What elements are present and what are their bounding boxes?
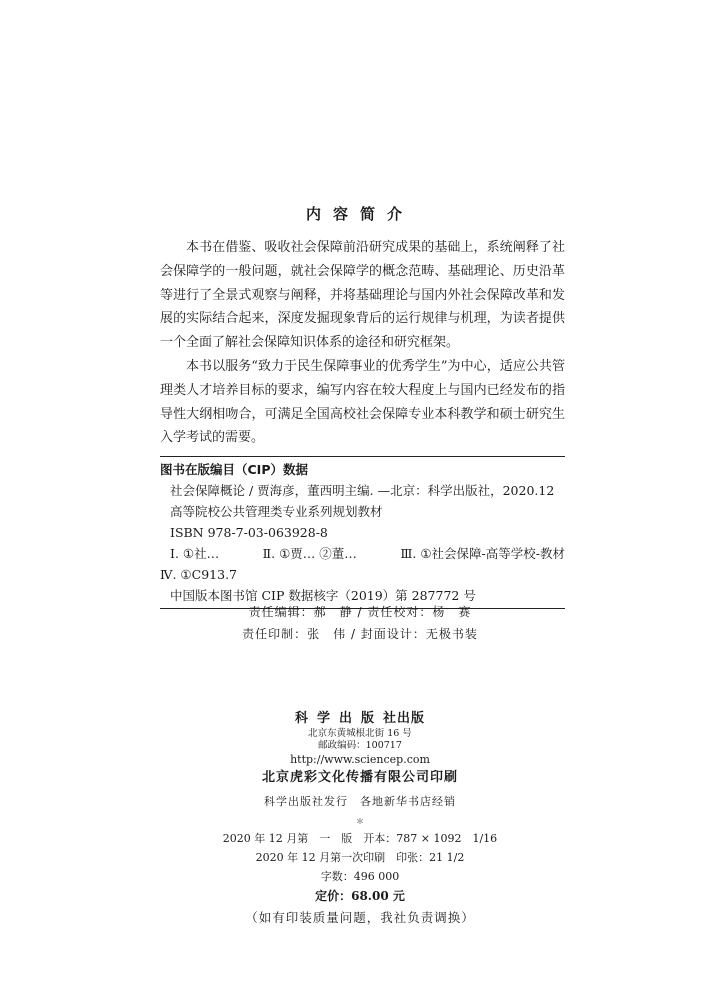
cip-series-line: 高等院校公共管理类专业系列规划教材 — [170, 504, 383, 519]
credits — [0, 601, 720, 645]
publisher — [0, 710, 720, 728]
publisher-url: http://www.sciencep.com — [290, 753, 430, 766]
cip-isbn: ISBN 978-7-03-063928-8 — [170, 525, 328, 540]
production-credit: 责任印制：张 伟 / 封面设计：无极书装 — [242, 627, 478, 641]
cip-class-3: Ⅲ. ①社会保障-高等学校-教材 — [400, 546, 565, 561]
cip-title-line: 社会保障概论 / 贾海彦，董西明主编. —北京：科学出版社，2020.12 — [170, 483, 555, 498]
publisher-name: 科学出版 — [294, 711, 383, 726]
edition-info: 2020 年 12 月第 一 版 开本：787 × 1092 1/16 — [222, 832, 498, 845]
cip-classification-line — [160, 543, 565, 564]
publisher-suffix: 社出版 — [383, 711, 426, 726]
publisher-address: 北京东黄城根北街 16 号 — [308, 728, 412, 739]
quality-notice: （如有印装质量问题，我社负责调换） — [245, 910, 475, 925]
cip-class-number: Ⅳ. ①C913.7 — [160, 567, 237, 582]
publisher-postcode: 邮政编码：100717 — [318, 740, 402, 751]
cip-class-1: Ⅰ. ①社… — [170, 546, 220, 561]
word-count: 字数：496 000 — [320, 870, 400, 883]
cip-record-number: 中国版本图书馆 CIP 数据核字（2019）第 287772 号 — [170, 588, 476, 603]
cip-heading: 图书在版编目（CIP）数据 — [160, 462, 308, 477]
separator-mark: ＊ — [356, 817, 364, 826]
summary-section — [160, 236, 565, 450]
summary-paragraph: 本书以服务“致力于民生保障事业的优秀学生”为中心，适应公共管理类人才培养目标的要求，编写内容在较大程度上与国内已经发布的指导性大纲相吻合，可满足全国高校社会保障专业本科教学和硕士研究生入学考试的需要。 — [160, 358, 565, 446]
summary-title: 内容简介 — [305, 205, 414, 223]
imprint — [0, 710, 720, 930]
editor-credit: 责任编辑：郝 静 / 责任校对：杨 赛 — [248, 605, 472, 619]
summary-paragraph: 本书在借鉴、吸收社会保障前沿研究成果的基础上，系统阐释了社会保障学的一般问题，就社会保障学的概念范畴、基础理论、历史沿革等进行了全景式观察与阐释，并将基础理论与国内外社会保障改革和发展的实际结合起来，深度发掘现象背后的运行规律与机理，为读者提供一个全面了解社会保障知识体系的途径和研究框架。 — [160, 240, 565, 351]
printing-info: 2020 年 12 月第一次印刷 印张：21 1/2 — [255, 851, 465, 864]
price: 定价：68.00 元 — [315, 889, 405, 903]
cip-class-2: Ⅱ. ①贾… ②董… — [262, 546, 357, 561]
cip-block — [160, 456, 565, 609]
printer: 北京虎彩文化传播有限公司印刷 — [261, 770, 458, 785]
distribution: 科学出版社发行 各地新华书店经销 — [264, 795, 456, 808]
